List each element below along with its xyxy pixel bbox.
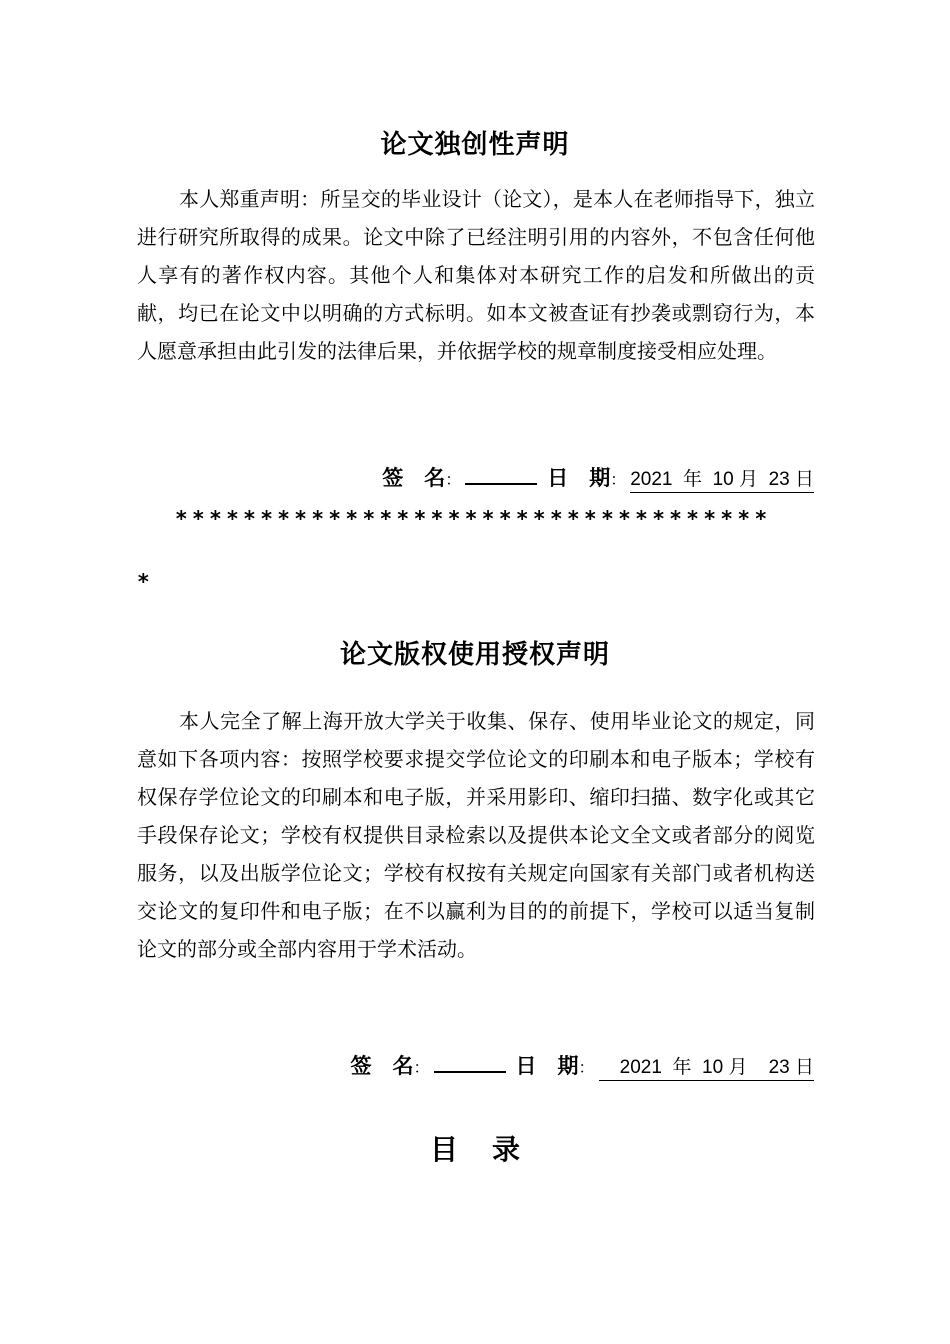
- sign-colon: ：: [445, 470, 462, 489]
- copyright-signature-row: [351, 1050, 814, 1081]
- date-label: 日 期: [515, 1054, 579, 1078]
- signature-blank-line: [465, 465, 537, 485]
- originality-title: 论文独创性声明: [380, 130, 570, 160]
- star-separator-tail: *: [137, 570, 150, 594]
- signature-blank-line: [434, 1053, 506, 1073]
- date-value: 2021 年 10 月 23 日: [630, 464, 814, 493]
- date-label: 日 期: [547, 466, 611, 490]
- sign-label: 签 名: [382, 466, 446, 490]
- copyright-title: 论文版权使用授权声明: [339, 640, 610, 670]
- sign-colon: ：: [413, 1058, 430, 1077]
- toc-title: 目录: [429, 1133, 554, 1166]
- copyright-body: 本人完全了解上海开放大学关于收集、保存、使用毕业论文的规定，同意如下各项内容：按照学校要求提交学位论文的印刷本和电子版本；学校有权保存学位论文的印刷本和电子版，并采用影印、缩印扫描、数字化或其它手段保存论文；学校有权提供目录检索以及提供本论文全文或者部分的阅览服务，以及出版学位论文；学校有权按有关规定向国家有关部门或者机构送交论文的复印件和电子版；在不以赢利为目的的前提下，学校可以适当复制论文的部分或全部内容用于学术活动。: [137, 709, 815, 961]
- date-colon: ：: [610, 470, 627, 489]
- date-colon: ：: [578, 1058, 595, 1077]
- sign-label: 签 名: [350, 1054, 414, 1078]
- originality-signature-row: [382, 462, 814, 493]
- date-value: 2021 年 10 月 23 日: [599, 1052, 814, 1081]
- star-separator: ***********************************: [175, 507, 772, 531]
- originality-body: 本人郑重声明：所呈交的毕业设计（论文），是本人在老师指导下，独立进行研究所取得的成果。论文中除了已经注明引用的内容外，不包含任何他人享有的著作权内容。其他个人和集体对本研究工作的启发和所做出的贡献，均已在论文中以明确的方式标明。如本文被查证有抄袭或剽窃行为，本人愿意承担由此引发的法律后果，并依据学校的规章制度接受相应处理。: [137, 187, 815, 363]
